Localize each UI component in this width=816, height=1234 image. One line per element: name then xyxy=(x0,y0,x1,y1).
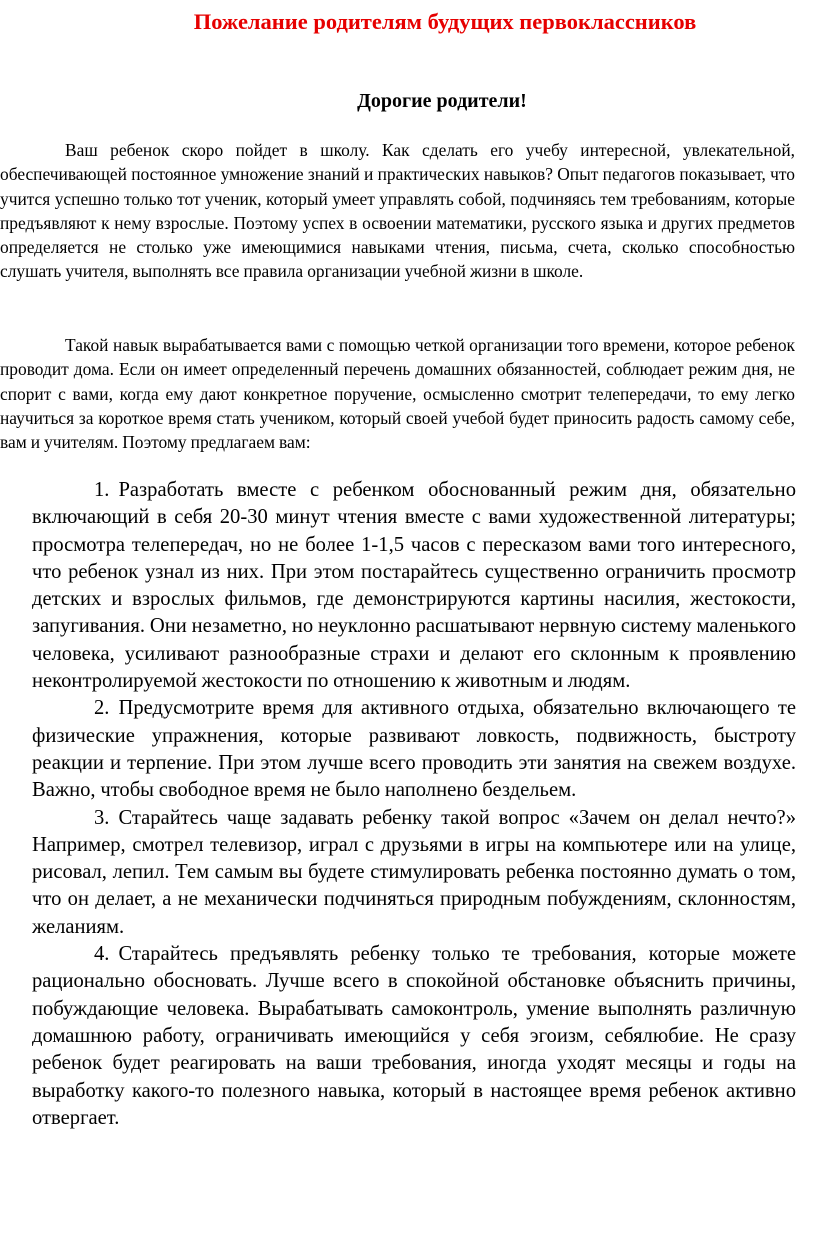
list-item-text: Предусмотрите время для активного отдыха, обязательно включающего те физические упражнения, которые развивают ловкость, подвижность, быстроту реакции и терпение. При этом лучше всего проводить эти занятия на свежем воздухе. Важно, чтобы свободное время не было наполнено бездельем. xyxy=(32,697,796,802)
list-item xyxy=(32,695,796,804)
intro-paragraph-2: Такой навык вырабатывается вами с помощью четкой организации того времени, которое ребенок проводит дома. Если он имеет определенный перечень домашних обязанностей, соблюдает режим дня, не спорит с вами, когда ему дают конкретное поручение, осмысленно смотрит телепередачи, то ему легко научиться за короткое время стать учеником, который своей учебой будет приносить радость самому себе, вам и учителям. Поэтому предлагаем вам: xyxy=(0,335,795,453)
intro-paragraph-1: Ваш ребенок скоро пойдет в школу. Как сделать его учебу интересной, увлекательной, обеспечивающей постоянное умножение знаний и практических навыков? Опыт педагогов показывает, что учится успешно только тот ученик, который умеет управлять собой, подчиняясь тем требованиям, которые предъявляют к нему взрослые. Поэтому успех в освоении математики, русского языка и других предметов определяется не столько уже имеющимися навыками чтения, письма, счета, сколько способностью слушать учителя, выполнять все правила организации учебной жизни в школе. xyxy=(0,140,795,282)
list-item-text: Разработать вместе с ребенком обоснованный режим дня, обязательно включающий в себя 20-30 минут чтения вместе с вами художественной литературы; просмотра телепередач, но не более 1-1,5 часов с пересказом вами того интересного, что ребенок узнал из них. При этом постарайтесь существенно ограничить просмотр детских и взрослых фильмов, где демонстрируются картины насилия, жестокости, запугивания. Они незаметно, но неуклонно расшатывают нервную систему маленького человека, усиливают разнообразные страхи и делают его склонным к проявлению неконтролируемой жестокости по отношению к животным и людям. xyxy=(32,479,796,693)
document-title: Пожелание родителям будущих первоклассников xyxy=(193,9,697,34)
greeting-heading: Дорогие родители! xyxy=(357,90,527,112)
list-item xyxy=(32,805,796,941)
list-item-text: Старайтесь предъявлять ребенку только те требования, которые можете рационально обосновать. Лучше всего в спокойной обстановке объяснить причины, побуждающие человека. Вырабатывать самоконтроль, умение выполнять различную домашнюю работу, ограничивать имеющийся у себя эгоизм, себялюбие. Не сразу ребенок будет реагировать на ваши требования, иногда уходят месяцы и годы на выработку какого-то полезного навыка, который в настоящее время ребенок активно отвергает. xyxy=(32,943,796,1129)
recommendations-list xyxy=(32,477,796,1132)
list-item xyxy=(32,477,796,695)
list-item xyxy=(32,941,796,1132)
list-item-number: 3. xyxy=(94,806,110,829)
list-item-text: Старайтесь чаще задавать ребенку такой вопрос «Зачем он делал нечто?» Например, смотрел телевизор, играл с друзьями в игры на компьютере или на улице, рисовал, лепил. Тем самым вы будете стимулировать ребенка постоянно думать о том, что он делает, а не механически подчиняться природным побуждениям, склонностям, желаниям. xyxy=(32,806,796,938)
list-item-number: 4. xyxy=(94,943,110,966)
list-item-number: 2. xyxy=(94,697,110,720)
list-item-number: 1. xyxy=(94,479,110,501)
